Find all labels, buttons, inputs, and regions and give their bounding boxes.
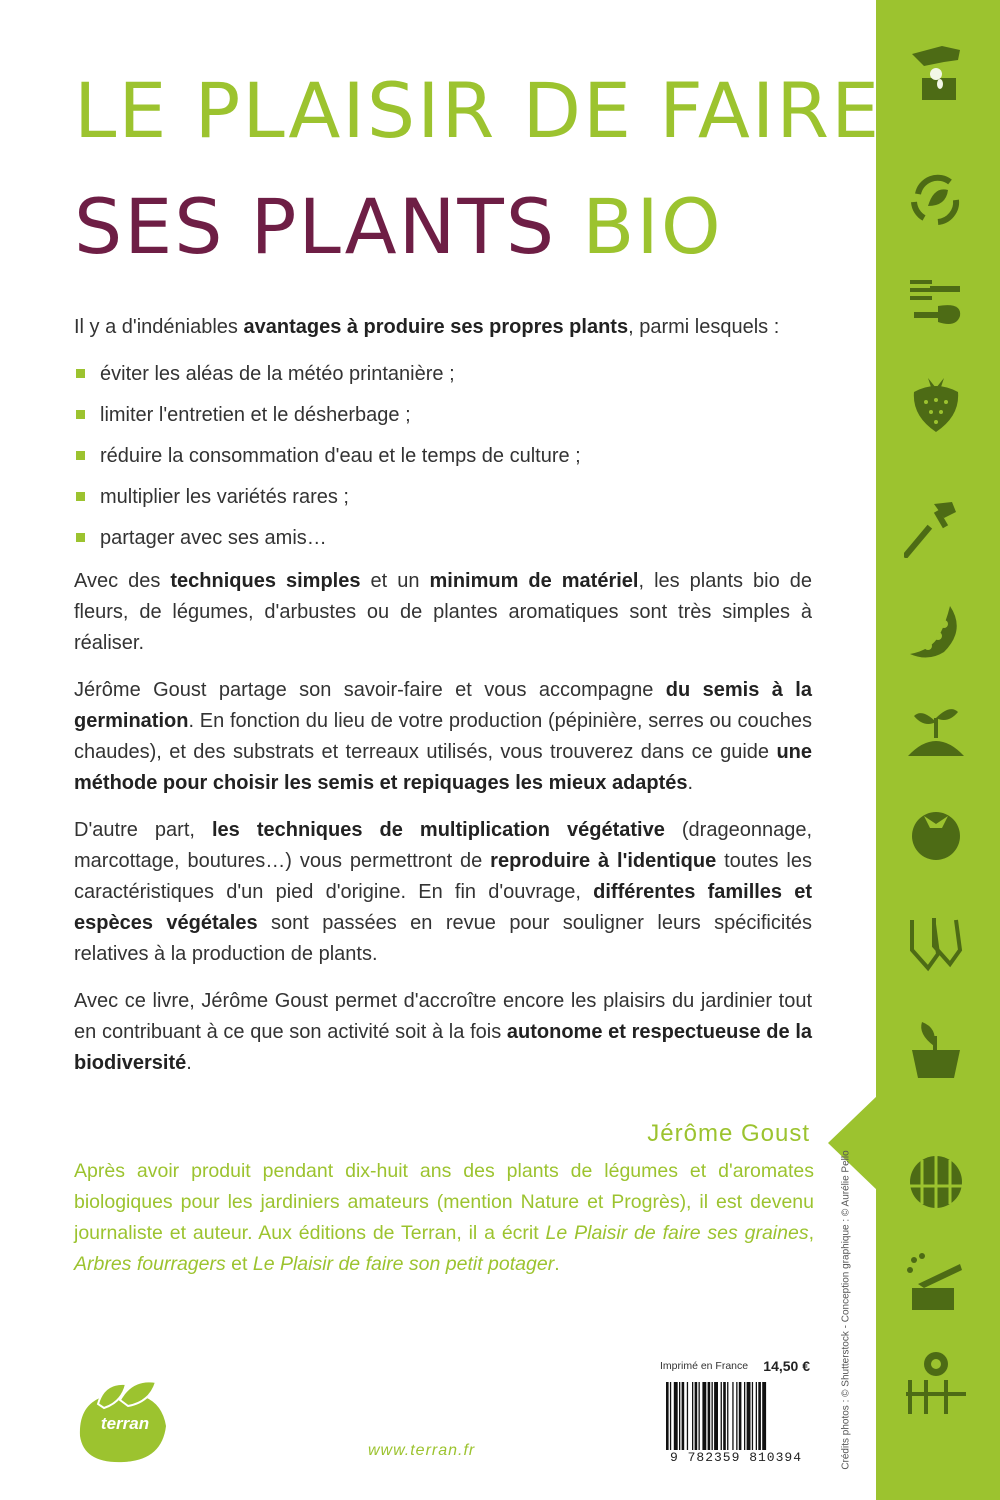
paragraph-conclusion (74, 986, 812, 1079)
intro-paragraph (74, 312, 812, 343)
text-run: D'autre part, (74, 819, 212, 841)
emphasis: une méthode pour choisir les semis et repiquages les mieux adaptés (74, 741, 812, 794)
publisher-url[interactable]: www.terran.fr (368, 1442, 476, 1459)
watering-can-icon (904, 1250, 968, 1314)
publisher-name: terran (100, 1414, 150, 1433)
text-run: . En fonction du lieu de votre production (pépinière, serres ou couches chaudes), et des substrats et terreaux utilisés, vous trouverez dans ce guide (74, 710, 812, 763)
text-run: . (687, 772, 694, 794)
barcode-icon (664, 1382, 810, 1450)
emphasis: différentes familles et espèces végétales (74, 881, 813, 934)
title-line-1: LE PLAISIR DE FAIRE (74, 66, 882, 155)
benefits-list (74, 359, 812, 554)
photo-credits (836, 1150, 856, 1470)
text-run: et (225, 1253, 253, 1275)
paragraph-techniques (74, 566, 812, 659)
bullet-square-icon (76, 492, 85, 501)
list-item-text: réduire la consommation d'eau et le temps de culture ; (100, 445, 581, 467)
text-run: sont passées en revue pour souligner leurs spécificités relatives à la production de plants. (74, 912, 812, 965)
intro-text: Il y a d'indéniables (74, 316, 244, 338)
list-item (74, 441, 812, 472)
text-run: Avec des (74, 570, 171, 592)
tomato-icon (904, 800, 968, 864)
intro-emphasis: avantages à produire ses propres plants (243, 316, 629, 338)
book-title: Le Plaisir de faire ses graines (545, 1222, 809, 1244)
printed-in-label: Imprimé en France (660, 1360, 749, 1372)
hand-seed-icon (904, 40, 968, 104)
text-run: (drageonnage, marcottage, boutures…) vous permettront de (74, 819, 813, 872)
book-title: Arbres fourragers (74, 1253, 226, 1275)
intro-text-end: , parmi lesquels : (628, 316, 780, 338)
garden-tools-icon (904, 272, 968, 336)
list-item-text: partager avec ses amis… (100, 527, 327, 549)
seedling-soil-icon (904, 700, 968, 764)
list-item (74, 523, 812, 554)
emphasis: reproduire à l'identique (490, 850, 717, 872)
title-line-2 (74, 182, 723, 271)
paragraph-multiplication (74, 815, 812, 970)
author-name: Jérôme Goust (647, 1120, 810, 1147)
list-item-text: multiplier les variétés rares ; (100, 486, 349, 508)
credits-text: Crédits photos : © Shutterstock - Conception graphique : © Aurélie Pello (840, 1150, 852, 1470)
emphasis: minimum de matériel (429, 570, 639, 592)
strawberry-icon (904, 372, 968, 436)
price: 14,50 € (763, 1358, 810, 1374)
bullet-square-icon (76, 369, 85, 378)
text-run: . (186, 1052, 192, 1074)
emphasis: les techniques de multiplication végétative (212, 819, 665, 841)
author-bio (74, 1156, 814, 1280)
text-run: Jérôme Goust partage son savoir-faire et vous accompagne (74, 679, 666, 701)
gloves-icon (904, 910, 968, 974)
paragraph-method (74, 675, 812, 799)
list-item (74, 482, 812, 513)
publisher-logo (70, 1376, 180, 1472)
bullet-square-icon (76, 451, 85, 460)
hoe-icon (904, 494, 968, 558)
emphasis: du semis à la germination (74, 679, 812, 732)
barcode-block (660, 1360, 812, 1468)
text-run: , les plants bio de fleurs, de légumes, d'arbustes ou de plantes aromatiques sont très simples à réaliser. (74, 570, 812, 654)
list-item-text: limiter l'entretien et le désherbage ; (100, 404, 411, 426)
bullet-square-icon (76, 533, 85, 542)
description-body (74, 312, 812, 1095)
plant-pot-icon (904, 1016, 968, 1080)
recycle-leaf-icon (904, 168, 968, 232)
emphasis: autonome et respectueuse de la biodiversité (74, 1021, 813, 1074)
title-line-2-main: SES PLANTS (74, 182, 557, 271)
text-run: . (554, 1253, 560, 1275)
list-item (74, 359, 812, 390)
book-title: Le Plaisir de faire son petit potager (252, 1253, 555, 1275)
text-run: Avec ce livre, Jérôme Goust permet d'accroître encore les plaisirs du jardinier tout en contribuant à ce que son activité soit à la fois (74, 990, 812, 1043)
emphasis: techniques simples (170, 570, 361, 592)
list-item-text: éviter les aléas de la météo printanière ; (100, 363, 455, 385)
text-run: , (808, 1222, 814, 1244)
list-item (74, 400, 812, 431)
watermelon-icon (904, 1150, 968, 1214)
text-run: Après avoir produit pendant dix-huit ans des plants de légumes et d'aromates biologiques pour les jardiniers amateurs (mention Nature et Progrès), il est devenu journaliste et auteur. Aux éditions de Terran, il a écrit (74, 1160, 814, 1244)
text-run: et un (360, 570, 430, 592)
text-run: toutes les caractéristiques d'un pied d'origine. En fin d'ouvrage, (74, 850, 812, 903)
title-accent-bio: BIO (582, 182, 723, 271)
isbn-number: 9 782359 810394 (669, 1450, 803, 1465)
bullet-square-icon (76, 410, 85, 419)
pea-pod-icon (904, 600, 968, 664)
flower-trellis-icon (904, 1350, 968, 1414)
